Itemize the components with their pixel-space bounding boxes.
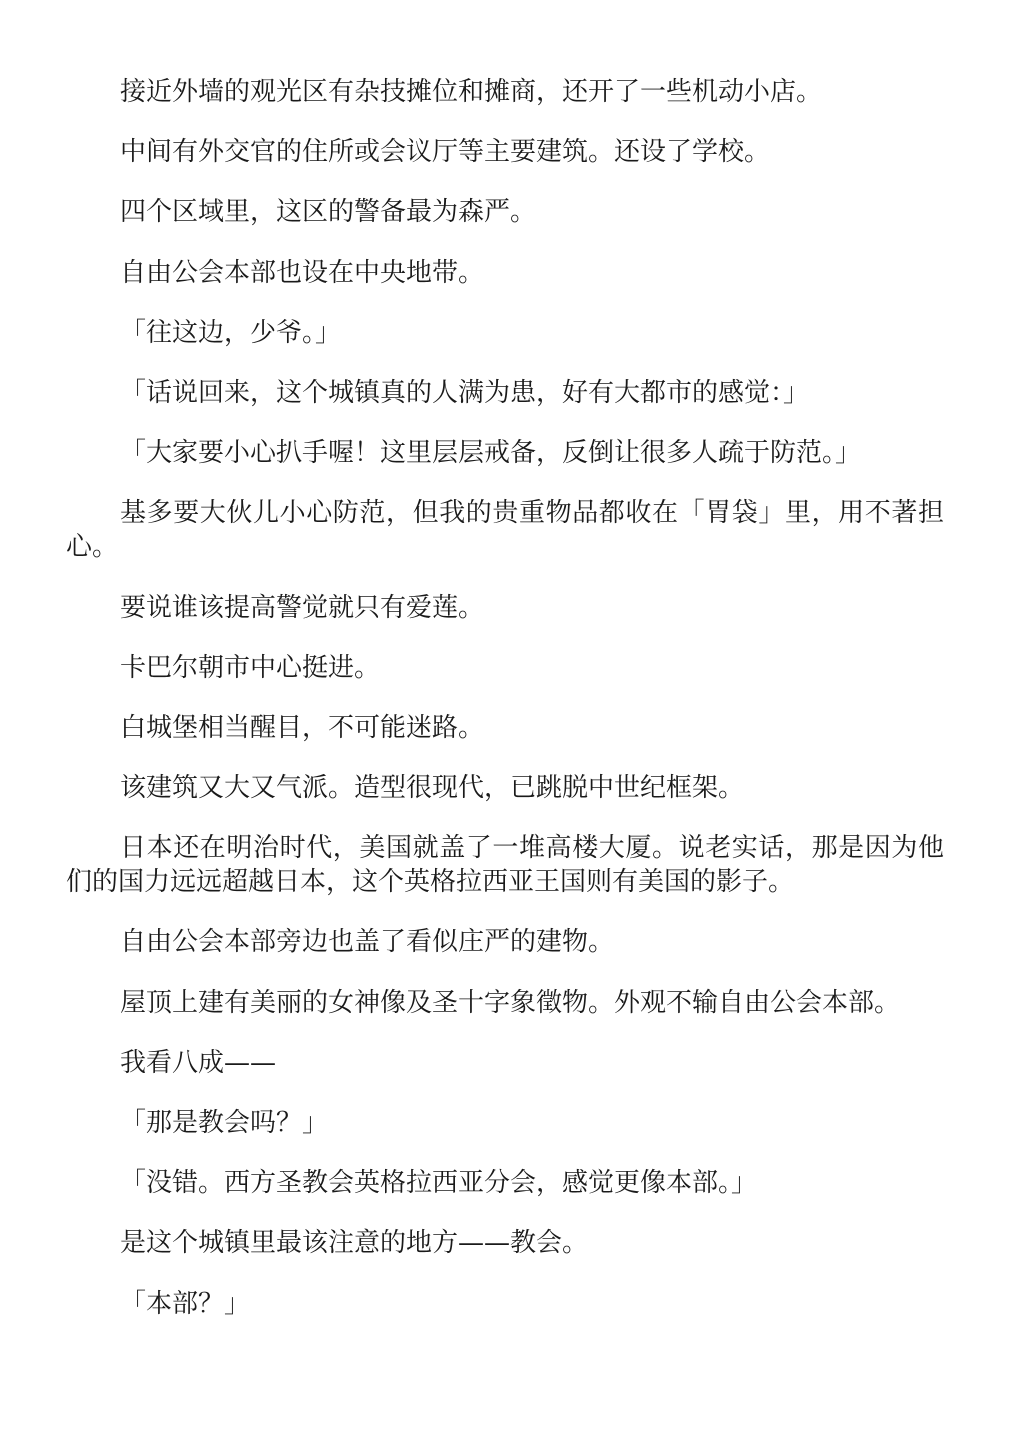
paragraph: 要说谁该提高警觉就只有爱莲。 bbox=[120, 592, 485, 623]
dialogue-paragraph: 「大家要小心扒手喔！这里层层戒备，反倒让很多人疏于防范。」 bbox=[120, 438, 862, 469]
paragraph: 白城堡相当醒目，不可能迷路。 bbox=[120, 712, 485, 743]
paragraph: 该建筑又大又气派。造型很现代，已跳脱中世纪框架。 bbox=[120, 773, 745, 804]
dialogue-paragraph: 「话说回来，这个城镇真的人满为患，好有大都市的感觉：」 bbox=[120, 377, 810, 408]
paragraph: 屋顶上建有美丽的女神像及圣十字象徵物。外观不输自由公会本部。 bbox=[120, 987, 901, 1018]
paragraph: 是这个城镇里最该注意的地方——教会。 bbox=[120, 1228, 589, 1259]
dialogue-paragraph: 「本部？」 bbox=[120, 1288, 251, 1319]
paragraph: 基多要大伙儿小心防范，但我的贵重物品都收在「胃袋」里，用不著担心。 bbox=[66, 498, 944, 563]
paragraph: 卡巴尔朝市中心挺进。 bbox=[120, 652, 381, 683]
paragraph: 我看八成—— bbox=[120, 1047, 277, 1078]
dialogue-paragraph: 「没错。西方圣教会英格拉西亚分会，感觉更像本部。」 bbox=[120, 1168, 758, 1199]
paragraph: 四个区域里，这区的警备最为森严。 bbox=[120, 197, 537, 228]
text-body bbox=[66, 75, 944, 1347]
paragraph: 自由公会本部也设在中央地带。 bbox=[120, 257, 485, 288]
paragraph: 中间有外交官的住所或会议厅等主要建筑。还设了学校。 bbox=[120, 137, 771, 168]
dialogue-paragraph: 「往这边，少爷。」 bbox=[120, 317, 342, 348]
dialogue-paragraph: 「那是教会吗？」 bbox=[120, 1108, 329, 1138]
paragraph: 日本还在明治时代，美国就盖了一堆高楼大厦。说老实话，那是因为他们的国力远远超越日本，这个英格拉西亚王国则有美国的影子。 bbox=[66, 833, 944, 898]
paragraph: 自由公会本部旁边也盖了看似庄严的建物。 bbox=[120, 927, 615, 958]
paragraph: 接近外墙的观光区有杂技摊位和摊商，还开了一些机动小店。 bbox=[120, 77, 823, 107]
